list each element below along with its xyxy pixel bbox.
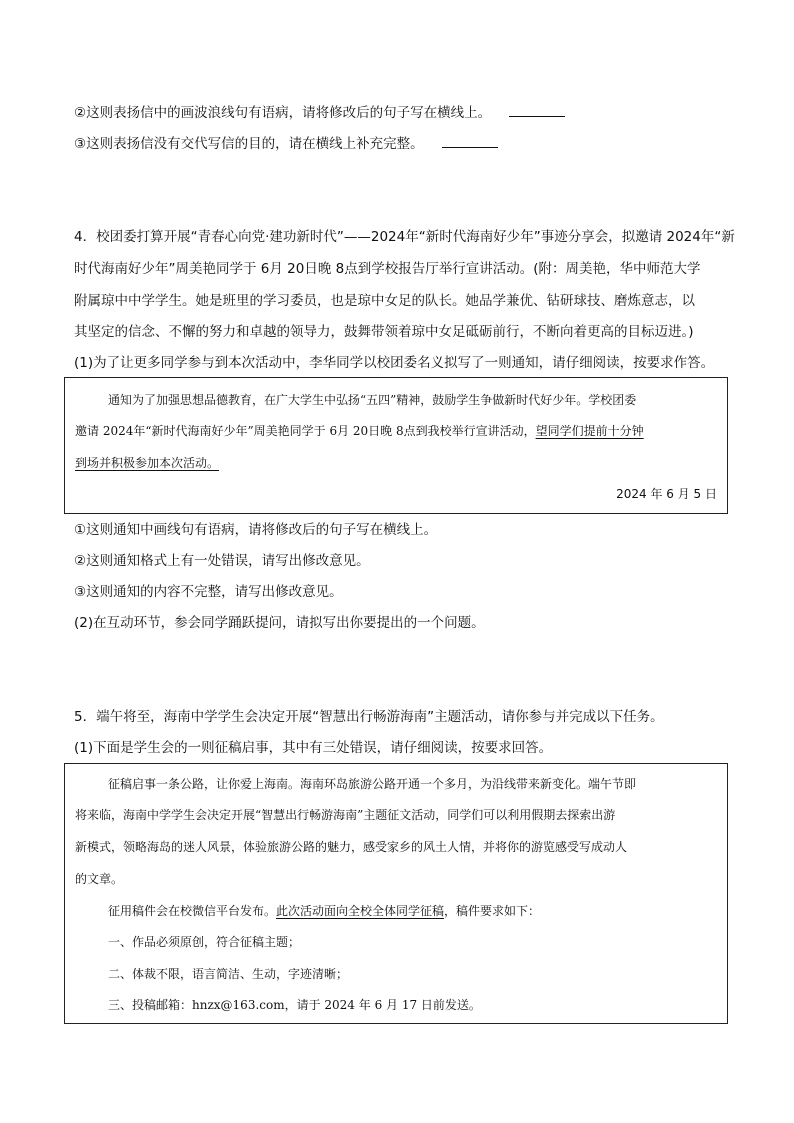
q4-sub1: (1)为了让更多同学参与到本次活动中，李华同学以校团委名义拟写了一则通知，请仔细阅读，按要求作答。 bbox=[74, 355, 715, 371]
requirement-2: 二、体裁不限，语言简洁、生动，字迹清晰； bbox=[108, 967, 349, 981]
notice-line bbox=[108, 903, 540, 919]
notice-line: 征稿启事一条公路，让你爱上海南。海南环岛旅游公路开通一个多月，为沿线带来新变化。端午节即 bbox=[108, 777, 637, 791]
notice-line: 将来临，海南中学学生会决定开展“智慧出行畅游海南”主题征文活动，同学们可以利用假期去探索出游 bbox=[75, 808, 616, 822]
q4-item-2: ②这则通知格式上有一处错误，请写出修改意见。 bbox=[74, 553, 370, 569]
q4-sub2: (2)在互动环节，参会同学踊跃提问，请拟写出你要提出的一个问题。 bbox=[74, 615, 485, 631]
q4-item-1: ①这则通知中画线句有语病，请将修改后的句子写在横线上。 bbox=[74, 522, 438, 538]
q3-item-3 bbox=[74, 135, 498, 153]
notice-text: 征用稿件会在校微信平台发布。 bbox=[108, 904, 277, 918]
notice-line: 的文章。 bbox=[75, 872, 124, 886]
q3-item-3-text: ③这则表扬信没有交代写信的目的，请在横线上补充完整。 bbox=[74, 136, 424, 152]
requirement-1: 一、作品必须原创，符合征稿主题； bbox=[108, 935, 301, 949]
q4-item-3: ③这则通知的内容不完整，请写出修改意见。 bbox=[74, 584, 343, 600]
notice-line: 通知为了加强思想品德教育，在广大学生中弘扬“五四”精神，鼓励学生争做新时代好少年。学校团委 bbox=[108, 393, 637, 407]
answer-blank[interactable] bbox=[442, 135, 498, 148]
q4-intro-line: 附属琼中中学学生。她是班里的学习委员，也是琼中女足的队长。她品学兼优、钻研球技、磨炼意志，以 bbox=[74, 293, 695, 309]
q5-notice-box bbox=[64, 763, 728, 1024]
q4-intro-line: 4．校团委打算开展“青春心向党·建功新时代”——2024年“新时代海南好少年”事迹分享会，拟邀请 2024年“新 bbox=[74, 229, 735, 245]
notice-date: 2024 年 6 月 5 日 bbox=[616, 487, 717, 501]
answer-blank[interactable] bbox=[509, 104, 565, 117]
q4-notice-box bbox=[64, 377, 728, 514]
q3-item-2-text: ②这则表扬信中的画波浪线句有语病，请将修改后的句子写在横线上。 bbox=[74, 105, 492, 121]
notice-text: ，稿件要求如下： bbox=[444, 904, 541, 918]
q5-intro: 5．端午将至，海南中学学生会决定开展“智慧出行畅游海南”主题活动，请你参与并完成以下任务。 bbox=[74, 709, 664, 725]
q5-sub1: (1)下面是学生会的一则征稿启事，其中有三处错误，请仔细阅读，按要求回答。 bbox=[74, 740, 553, 756]
notice-line bbox=[75, 423, 644, 439]
notice-underlined-sentence: 此次活动面向全校全体同学征稿 bbox=[276, 904, 445, 918]
notice-underlined-sentence: 望同学们提前十分钟 bbox=[535, 424, 644, 438]
requirement-3: 三、投稿邮箱：hnzx@163.com，请于 2024 年 6 月 17 日前发送。 bbox=[108, 998, 481, 1012]
q4-intro-line: 时代海南好少年”周美艳同学于 6月 20日晚 8点到学校报告厅举行宣讲活动。(附：周美艳，华中师范大学 bbox=[74, 261, 701, 277]
notice-underlined-sentence: 到场并积极参加本次活动。 bbox=[75, 456, 220, 470]
q4-intro-line: 其坚定的信念、不懈的努力和卓越的领导力，鼓舞带领着琼中女足砥砺前行，不断向着更高的目标迈进。) bbox=[74, 324, 694, 340]
notice-line: 新模式，领略海岛的迷人风景，体验旅游公路的魅力，感受家乡的风土人情，并将你的游览感受写成动人 bbox=[75, 840, 628, 854]
q3-item-2 bbox=[74, 104, 565, 122]
notice-text: 邀请 2024年“新时代海南好少年”周美艳同学于 6月 20日晚 8点到我校举行宣讲活动， bbox=[75, 424, 536, 438]
